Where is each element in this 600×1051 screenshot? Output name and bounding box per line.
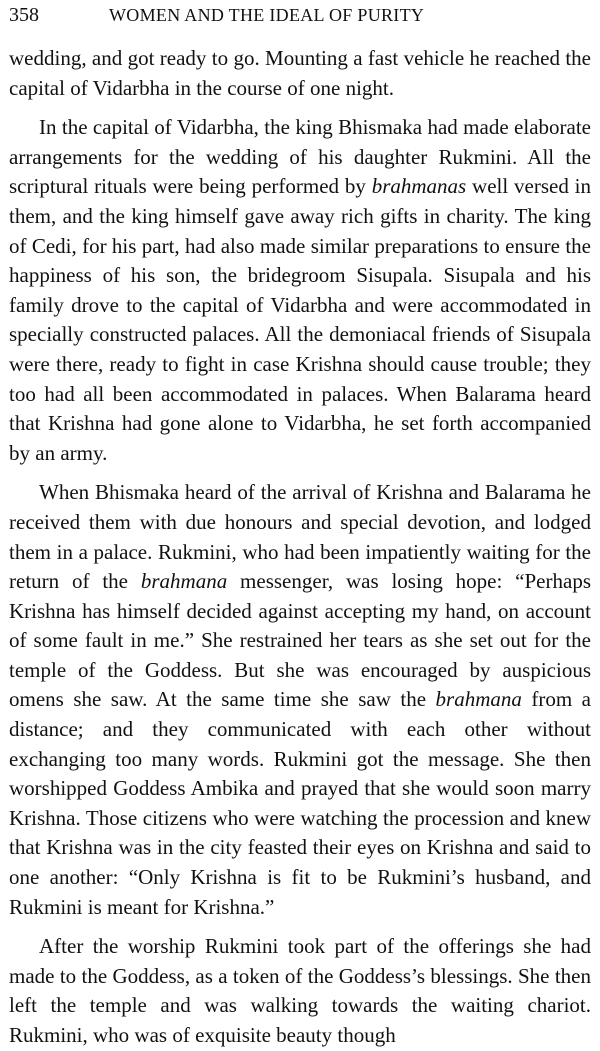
paragraph: [9, 478, 591, 922]
text-run: from a distance; and they communicated with each other without exchanging too many words. Rukmini got the message. She then worshipped Goddess Ambika and prayed that she would soon marry Krishna. Those citizens who were watching the procession and knew that Krishna was in the city feasted their eyes on Krishna and said to one another: “Only Krishna is fit to be Rukmini’s husband, and Rukmini is meant for Krishna.”: [9, 687, 591, 919]
paragraph: [9, 44, 591, 103]
text-run: After the worship Rukmini took part of the offerings she had made to the Goddess, as a token of the Goddess’s blessings. She then left the temple and was walking towards the waiting chariot. Rukmini, who was of exquisite beauty though: [9, 934, 591, 1047]
italic-term: brahmanas: [371, 174, 467, 199]
text-run: In the capital of Vidarbha, the king Bhismaka had made elaborate arrangements for the wedding of his daughter Rukmini. All the scriptural rituals were being performed by: [9, 115, 591, 199]
page-header: [9, 4, 591, 44]
italic-term: brahmana: [435, 687, 522, 712]
text-run: messenger, was losing hope: “Perhaps Krishna has himself decided against accepting my hand, on account of some fault in me.” She restrained her tears as she set out for the temple of the Goddess. But she was encouraged by auspicious omens she saw. At the same time she saw the: [9, 569, 591, 712]
text-run: wedding, and got ready to go. Mounting a fast vehicle he reached the capital of Vidarbha in the course of one night.: [9, 46, 591, 100]
paragraph: [9, 932, 591, 1050]
italic-term: brahmana: [140, 569, 228, 594]
page-number: 358: [9, 4, 39, 26]
body-text: [9, 44, 591, 1051]
running-title: WOMEN AND THE IDEAL OF PURITY: [109, 5, 425, 25]
text-run: well versed in them, and the king himself gave away rich gifts in charity. The king of Cedi, for his part, had also made similar preparations to ensure the happiness of his son, the bridegroom Sisupala. Sisupala and his family drove to the capital of Vidarbha and were accommodated in specially constructed palaces. All the demoniacal friends of Sisupala were there, ready to fight in case Krishna should cause trouble; they too had all been accommodated in palaces. When Balarama heard that Krishna had gone alone to Vidarbha, he set forth accompanied by an army.: [9, 174, 591, 465]
paragraph: [9, 113, 591, 468]
text-run: When Bhismaka heard of the arrival of Krishna and Balarama he received them with due honours and special devotion, and lodged them in a palace. Rukmini, who had been impatiently waiting for the return of the: [9, 480, 591, 594]
